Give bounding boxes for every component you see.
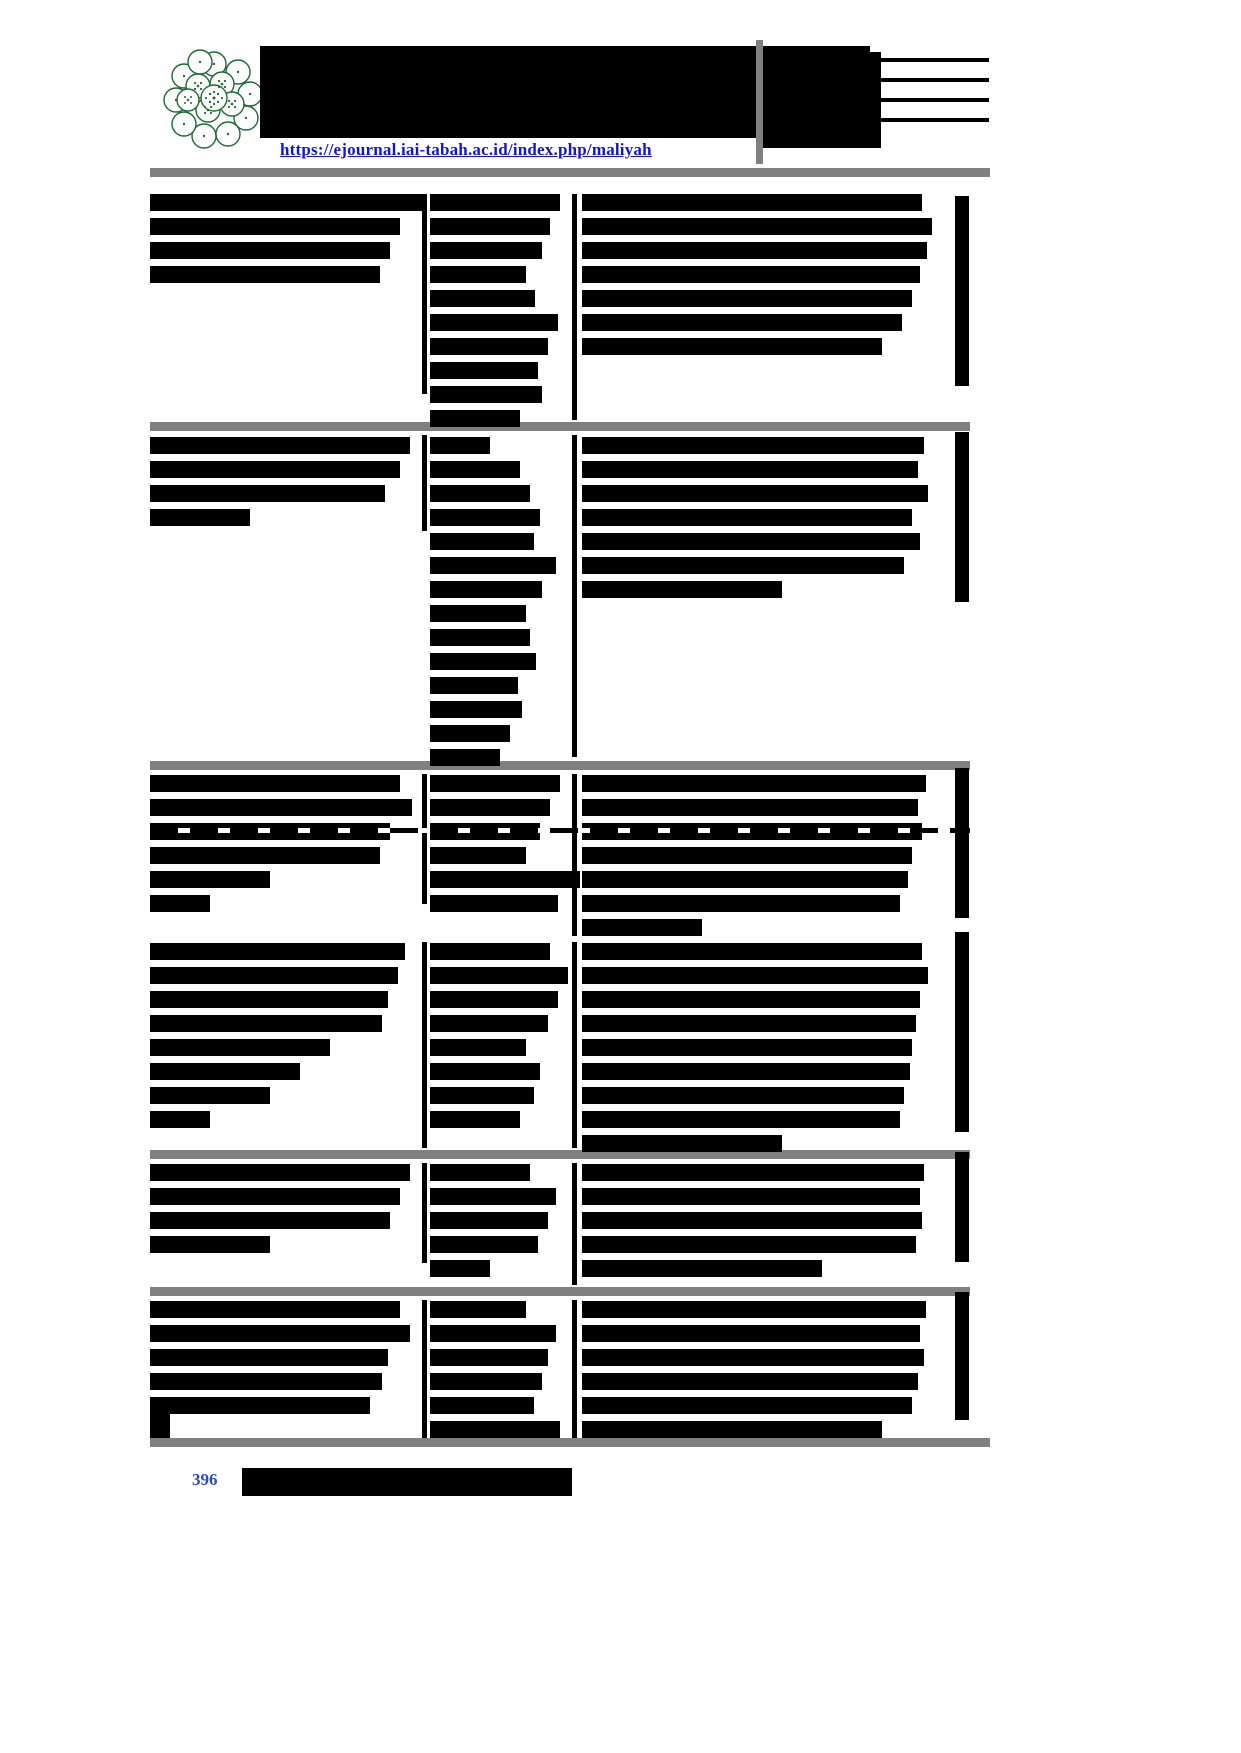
footer-rule <box>150 1438 990 1447</box>
page-header <box>150 28 1000 168</box>
footer-left-block <box>150 1404 170 1438</box>
table-row <box>150 431 990 761</box>
row4-col-title <box>150 938 422 1150</box>
footer-text-redacted <box>242 1468 572 1496</box>
header-right-text-lines <box>881 58 991 122</box>
row3-col-findings <box>572 770 970 938</box>
row4-col-findings <box>572 938 970 1150</box>
dashed-separator <box>150 828 970 833</box>
flower-rosette-logo <box>162 48 267 153</box>
journal-url-link[interactable]: https://ejournal.iai-tabah.ac.id/index.php/maliyah <box>280 140 652 159</box>
row-divider <box>150 1287 970 1296</box>
right-margin-block <box>955 432 969 602</box>
row6-col-title <box>150 1296 422 1442</box>
row5-col-title <box>150 1159 422 1287</box>
table-row <box>150 770 990 938</box>
row4-col-method <box>422 938 572 1150</box>
row1-col-findings <box>572 190 970 422</box>
header-vertical-divider <box>756 40 763 164</box>
page-footer <box>150 1470 990 1510</box>
table-row <box>150 190 990 422</box>
table-row <box>150 1159 990 1287</box>
row3-col-title <box>150 770 422 938</box>
row5-col-findings <box>572 1159 970 1287</box>
literature-review-table <box>150 190 990 1442</box>
row1-col-title <box>150 190 422 422</box>
row6-col-findings <box>572 1296 970 1442</box>
right-margin-block <box>955 196 969 386</box>
row1-col-method <box>422 190 572 422</box>
row2-col-title <box>150 431 422 761</box>
row5-col-method <box>422 1159 572 1287</box>
table-row <box>150 1296 990 1442</box>
header-bottom-rule <box>150 168 990 177</box>
header-right-block-redacted <box>763 52 881 148</box>
row6-col-method <box>422 1296 572 1442</box>
row3-col-method <box>422 770 572 938</box>
row2-col-findings <box>572 431 970 761</box>
right-margin-block <box>955 932 969 1132</box>
table-row <box>150 938 990 1150</box>
right-margin-block <box>955 768 969 918</box>
right-margin-block <box>955 1152 969 1262</box>
row2-col-method <box>422 431 572 761</box>
page-number: 396 <box>192 1470 218 1489</box>
right-margin-block <box>955 1292 969 1420</box>
